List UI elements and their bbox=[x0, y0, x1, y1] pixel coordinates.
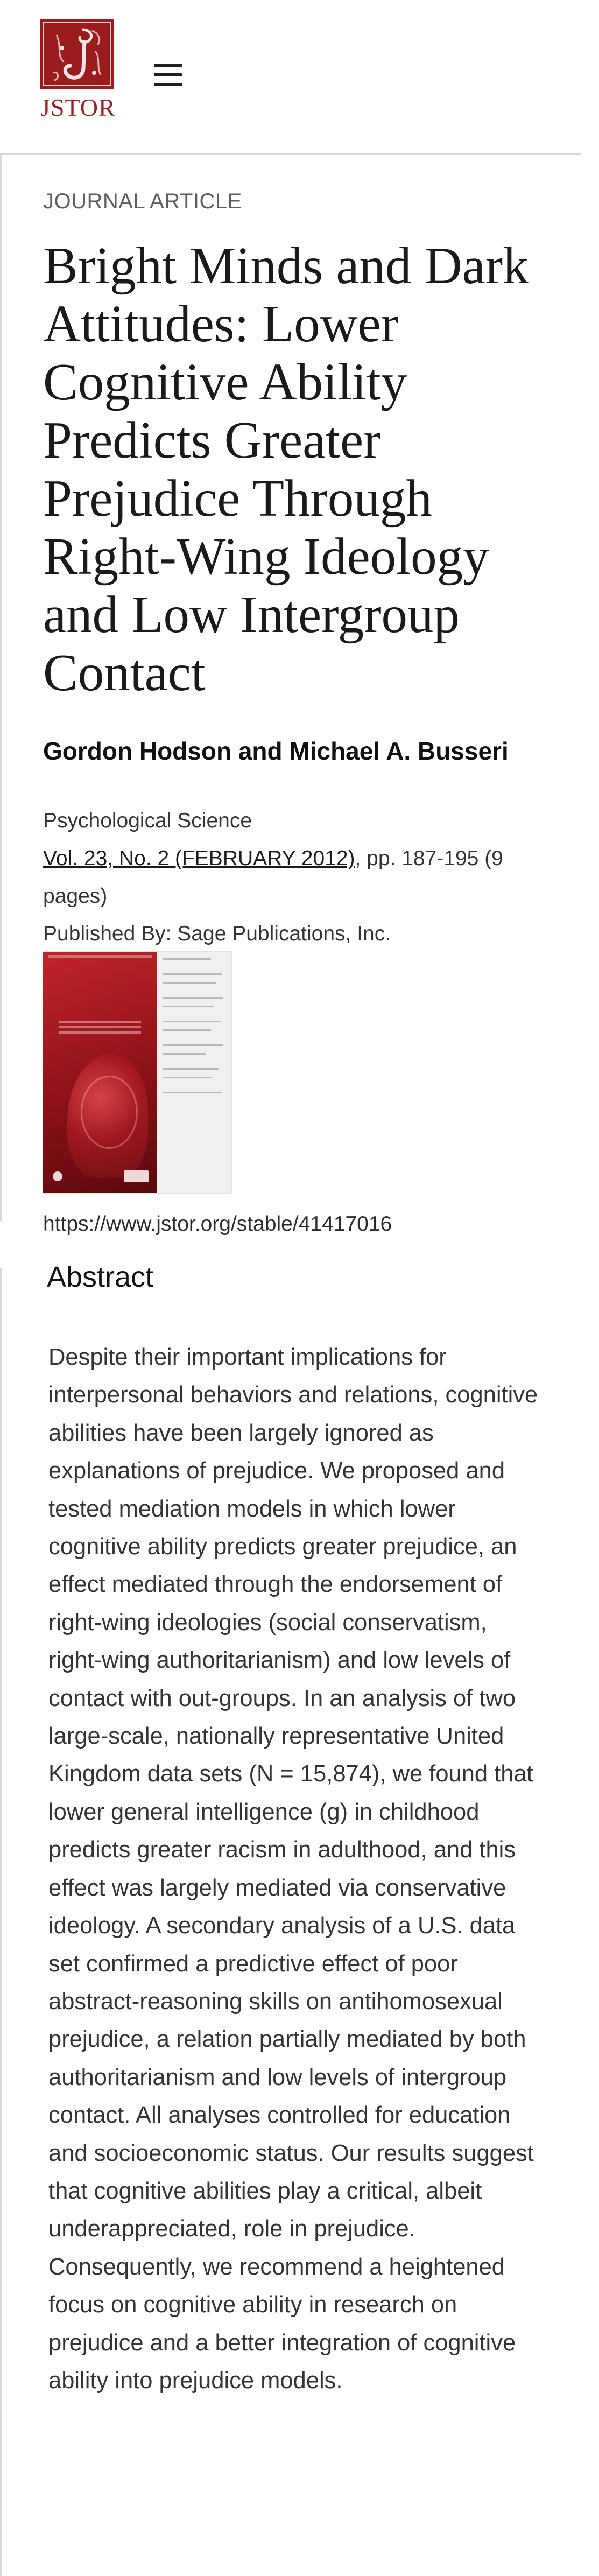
article-authors: Gordon Hodson and Michael A. Busseri bbox=[43, 737, 509, 765]
journal-info bbox=[43, 802, 527, 953]
site-header bbox=[0, 0, 581, 155]
left-rail-bottom bbox=[0, 1268, 2, 2576]
journal-name: Psychological Science bbox=[43, 809, 252, 832]
cover-front bbox=[43, 952, 157, 1193]
jstor-logo-icon bbox=[40, 19, 114, 89]
journal-cover-image[interactable] bbox=[43, 952, 231, 1193]
article-title: Bright Minds and Dark Attitudes: Lower Cognitive Ability Predicts Greater Prejudice Through Right-Wing Ideology and Low Intergroup Contact bbox=[43, 237, 529, 701]
abstract-text: Despite their important implications for interpersonal behaviors and relations, cognitive abilities have been largely ignored as explanations of prejudice. We proposed and tested mediation models in which lower cognitive ability predicts greater prejudice, an effect mediated through the endorsement of right-wing ideologies (social conservatism, right-wing authoritarianism) and low levels of contact with out-groups. In an analysis of two large-scale, nationally representative United Kingdom data sets (N = 15,874), we found that lower general intelligence (g) in childhood predicts greater racism in adulthood, and this effect was largely mediated via conservative ideology. A secondary analysis of a U.S. data set confirmed a predictive effect of poor abstract-reasoning skills on antihomosexual prejudice, a relation partially mediated by both authoritarianism and low levels of intergroup contact. All analyses controlled for education and socioeconomic status. Our results suggest that cognitive abilities play a critical, albeit underappreciated, role in prejudice. Consequently, we recommend a heightened focus on cognitive ability in research on prejudice and a better integration of cognitive ability into prejudice models. bbox=[48, 1344, 538, 2393]
stable-url[interactable]: https://www.jstor.org/stable/41417016 bbox=[43, 1212, 392, 1236]
issue-link[interactable]: Vol. 23, No. 2 (FEBRUARY 2012) bbox=[43, 847, 355, 870]
cover-contents-panel bbox=[157, 952, 231, 1193]
jstor-logo[interactable] bbox=[40, 19, 115, 121]
abstract-heading: Abstract bbox=[47, 1261, 154, 1293]
left-rail-top bbox=[0, 155, 2, 1221]
content-type-label: JOURNAL ARTICLE bbox=[43, 189, 242, 213]
page-range: , pp. 187-195 (9 pages) bbox=[43, 847, 503, 908]
publisher: Published By: Sage Publications, Inc. bbox=[43, 922, 391, 945]
hamburger-menu-icon[interactable] bbox=[154, 64, 182, 86]
issue-line bbox=[43, 840, 527, 915]
jstor-logo-text: JSTOR bbox=[40, 94, 116, 121]
